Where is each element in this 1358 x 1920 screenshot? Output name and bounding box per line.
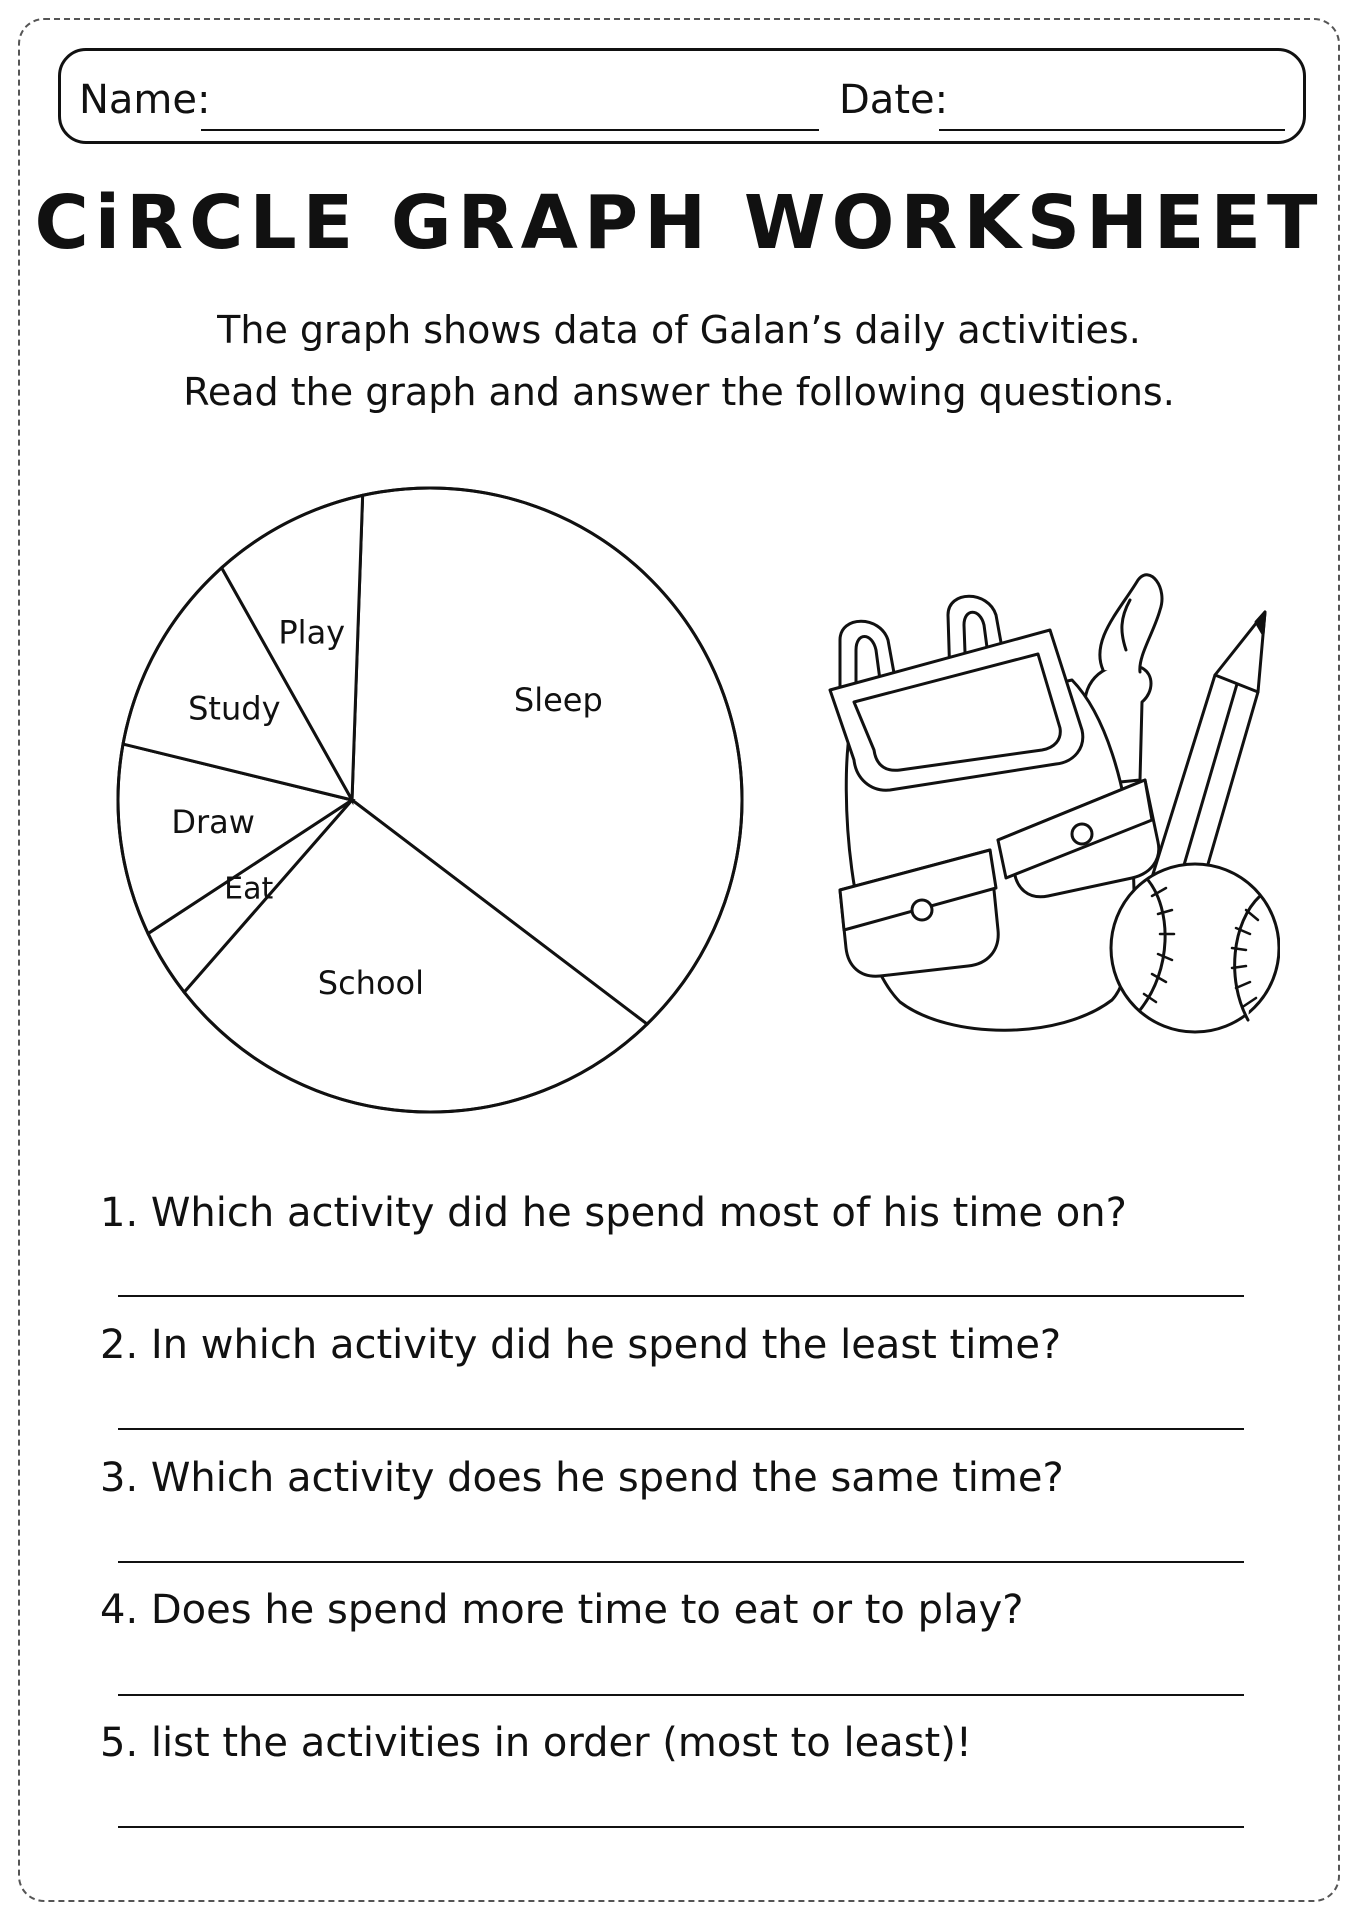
- name-date-box: [58, 48, 1306, 144]
- answer-line-2[interactable]: [118, 1428, 1244, 1430]
- pie-label-sleep: Sleep: [513, 681, 603, 720]
- pie-label-school: School: [317, 964, 425, 1003]
- date-label: Date:: [839, 77, 949, 123]
- name-label: Name:: [79, 77, 211, 123]
- pie-chart: [110, 480, 750, 1120]
- answer-line-3[interactable]: [118, 1561, 1244, 1563]
- pie-label-draw: Draw: [171, 802, 255, 841]
- answer-line-4[interactable]: [118, 1694, 1244, 1696]
- question-4: 4. Does he spend more time to eat or to play?: [100, 1587, 1024, 1633]
- baseball-icon: [1111, 864, 1279, 1032]
- answer-line-5[interactable]: [118, 1826, 1244, 1828]
- pie-label-study: Study: [188, 689, 281, 728]
- intro-line-1: The graph shows data of Galan’s daily activities.: [217, 308, 1141, 352]
- answer-line-1[interactable]: [118, 1295, 1244, 1297]
- school-supplies-illustration: [820, 570, 1280, 1050]
- question-1: 1. Which activity did he spend most of his time on?: [100, 1190, 1127, 1236]
- question-3: 3. Which activity does he spend the same time?: [100, 1455, 1064, 1501]
- name-field[interactable]: [201, 129, 819, 131]
- pie-label-eat: Eat: [224, 871, 274, 907]
- pie-label-play: Play: [278, 613, 346, 652]
- question-2: 2. In which activity did he spend the least time?: [100, 1322, 1062, 1368]
- question-5: 5. list the activities in order (most to least)!: [100, 1720, 972, 1766]
- intro-line-2: Read the graph and answer the following questions.: [183, 370, 1175, 414]
- page-title: CiRCLE GRAPH WORKSHEET: [34, 180, 1324, 266]
- date-field[interactable]: [939, 129, 1285, 131]
